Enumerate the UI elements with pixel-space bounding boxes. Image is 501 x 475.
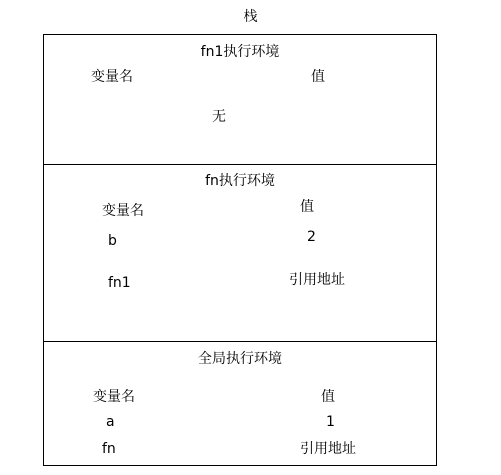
value-header: 值 <box>300 199 314 215</box>
value-header: 值 <box>311 69 325 85</box>
variable-name-cell: fn <box>102 441 116 457</box>
variable-value-cell: 2 <box>307 229 316 245</box>
value-header: 值 <box>321 389 335 405</box>
stack-title: 栈 <box>243 9 258 25</box>
variable-name-header: 变量名 <box>102 203 144 219</box>
global-execution-context <box>44 341 436 466</box>
variable-name-header: 变量名 <box>91 69 133 85</box>
variable-name-cell: a <box>106 414 115 430</box>
variable-value-cell: 1 <box>326 414 335 430</box>
frame-title: 全局执行环境 <box>198 351 282 367</box>
stack-diagram <box>43 34 437 466</box>
empty-label: 无 <box>212 109 226 125</box>
variable-value-cell: 引用地址 <box>289 272 345 288</box>
variable-name-header: 变量名 <box>93 389 135 405</box>
variable-name-cell: fn1 <box>108 275 131 291</box>
variable-value-cell: 引用地址 <box>300 441 356 457</box>
fn1-execution-context <box>44 35 436 164</box>
frame-title: fn执行环境 <box>205 173 275 189</box>
variable-name-cell: b <box>108 233 117 249</box>
fn-execution-context <box>44 164 436 342</box>
frame-title: fn1执行环境 <box>200 44 280 60</box>
